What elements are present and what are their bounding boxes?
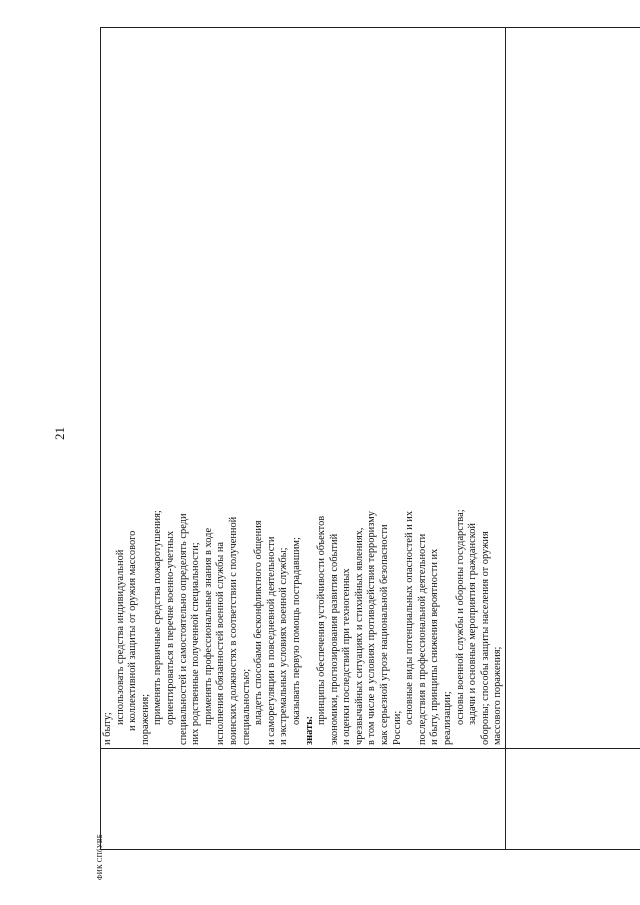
table-cell-empty (506, 749, 640, 850)
text-line: и коллективной защиты от оружия массового (127, 530, 139, 731)
side-note: ФИК СПбУВБ (96, 834, 104, 880)
text-line: специальностью; (240, 668, 252, 745)
table-cell-empty (101, 749, 506, 850)
text-line: как серьезной угрозе национальной безопасности (379, 524, 391, 745)
competence-text (101, 28, 505, 748)
text-line: них родственные полученной специальности; (190, 542, 202, 745)
table-row (101, 28, 506, 850)
text-line: и экстремальных условиях военной службы; (278, 547, 290, 745)
text-line: России; (391, 710, 403, 745)
text-line: использовать средства индивидуальной (114, 549, 126, 725)
text-line: поражения; (139, 693, 151, 745)
text-line: оказывать первую помощь пострадавшим; (290, 537, 302, 725)
table-cell-text (101, 28, 506, 749)
text-line: и быту, принципы снижения вероятности их (429, 548, 441, 745)
table-cell-empty (506, 28, 640, 749)
text-line: и оценки последствий при техногенных (341, 568, 353, 745)
text-line: специальностей и самостоятельно определять среди (177, 513, 189, 745)
rotated-table (100, 30, 576, 850)
text-line: и саморегуляции в повседневной деятельности (265, 536, 277, 745)
text-line: обороны; способы защиты населения от оружия (479, 531, 491, 745)
text-line: принципы обеспечения устойчивости объектов (316, 515, 328, 725)
text-line: ориентироваться в перечне военно-учетных (164, 530, 176, 725)
text-line: и быту; (102, 712, 113, 745)
text-line: воинских должностях в соответствии с полученной (227, 516, 239, 745)
text-line: массового поражения; (492, 646, 504, 745)
text-line-heading: знать: (303, 715, 315, 745)
text-line: чрезвычайных ситуациях и стихийных явлениях, (353, 527, 365, 745)
text-line: применять первичные средства пожаротушения; (152, 510, 164, 725)
competence-table (100, 27, 640, 850)
page-number: 21 (52, 427, 67, 440)
text-line: экономики, прогнозирования развития событий (328, 533, 340, 745)
text-line: исполнения обязанностей военной службы на (215, 541, 227, 745)
text-line: последствия в профессиональной деятельности (416, 533, 428, 745)
text-line: реализации; (442, 691, 454, 745)
table-row (506, 28, 640, 850)
text-line: в том числе в условиях противодействия терроризму (366, 511, 378, 745)
text-line: применять профессиональные знания в ходе (202, 527, 214, 725)
text-line: основы военной службы и обороны государства; (454, 509, 466, 725)
text-line: основные виды потенциальных опасностей и их (404, 510, 416, 725)
text-line: задачи и основные мероприятия гражданской (467, 523, 479, 725)
text-line: владеть способами бесконфликтного общения (253, 520, 265, 725)
